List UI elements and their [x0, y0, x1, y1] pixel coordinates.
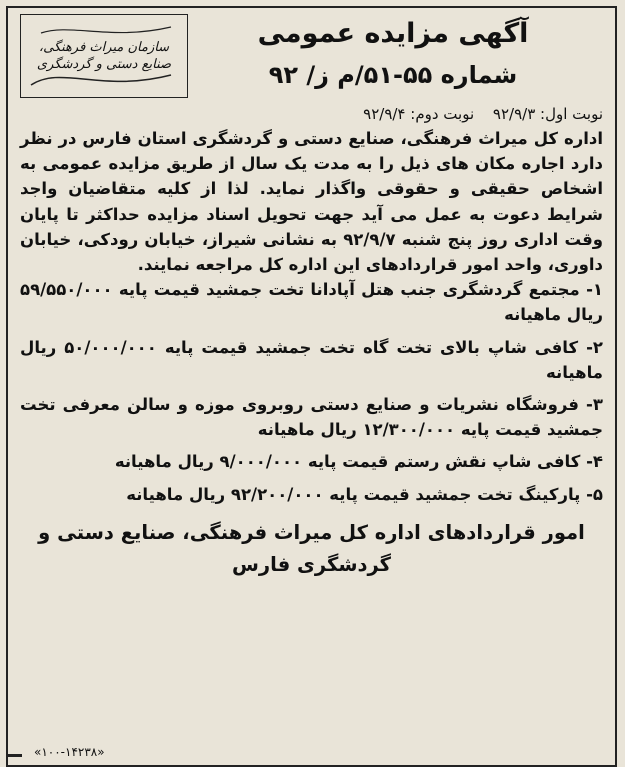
- auction-item: ۱- مجتمع گردشگری جنب هتل آپادانا تخت جمشید قیمت پایه ۵۹/۵۵۰/۰۰۰ ریال ماهیانه: [20, 280, 603, 325]
- organization-logo: [20, 14, 188, 98]
- notice-body: اداره کل میراث فرهنگی، صنایع دستی و گردشگری استان فارس در نظر دارد اجاره مکان های ذیل را به مدت یک سال از طریق مزایده عمومی به اشخاص حقیقی و حقوقی واگذار نماید. لذا از کلیه متقاضیان واجد شرایط دعوت به عمل می آید جهت تحویل اسناد مزایده حداکثر تا پایان وقت اداری روز پنج شنبه ۹۲/۹/۷ به نشانی شیراز، خیابان رودکی، خیابان داوری، واحد امور قراردادهای این اداره کل مراجعه نمایند.: [20, 129, 603, 275]
- logo-text: سازمان میراث فرهنگی، صنایع دستی و گردشگری: [36, 40, 172, 72]
- auction-item: ۴- کافی شاپ نقش رستم قیمت پایه ۹/۰۰۰/۰۰۰ ریال ماهیانه: [114, 452, 603, 472]
- publication-dates: [20, 102, 603, 126]
- issuer-signature: امور قراردادهای اداره کل میراث فرهنگی، صنایع دستی و گردشگری فارس: [38, 520, 585, 576]
- notice-number: شماره ۵۵-۵۱/م ز/ ۹۲: [268, 61, 518, 89]
- auction-item: ۲- کافی شاپ بالای تخت گاه تخت جمشید قیمت پایه ۵۰/۰۰۰/۰۰۰ ریال ماهیانه: [20, 337, 603, 382]
- notice-title: آگهی مزایده عمومی: [257, 18, 529, 49]
- corner-bar: [8, 754, 22, 757]
- second-publication-date: نوبت دوم: ۹۲/۹/۴: [363, 105, 475, 123]
- first-publication-date: نوبت اول: ۹۲/۹/۳: [492, 105, 603, 123]
- auction-notice: [6, 6, 617, 767]
- auction-item: ۳- فروشگاه نشریات و صنایع دستی روبروی موزه و سالن معرفی تخت جمشید قیمت پایه ۱۲/۳۰۰/۰۰۰ ریال ماهیانه: [20, 395, 603, 440]
- auction-items-list: [20, 277, 603, 507]
- notice-header: [20, 14, 603, 98]
- ad-code: «۱۰۰-۱۴۲۳۸»: [34, 745, 105, 759]
- auction-item: ۵- پارکینگ تخت جمشید قیمت پایه ۹۲/۲۰۰/۰۰۰ ریال ماهیانه: [126, 484, 603, 504]
